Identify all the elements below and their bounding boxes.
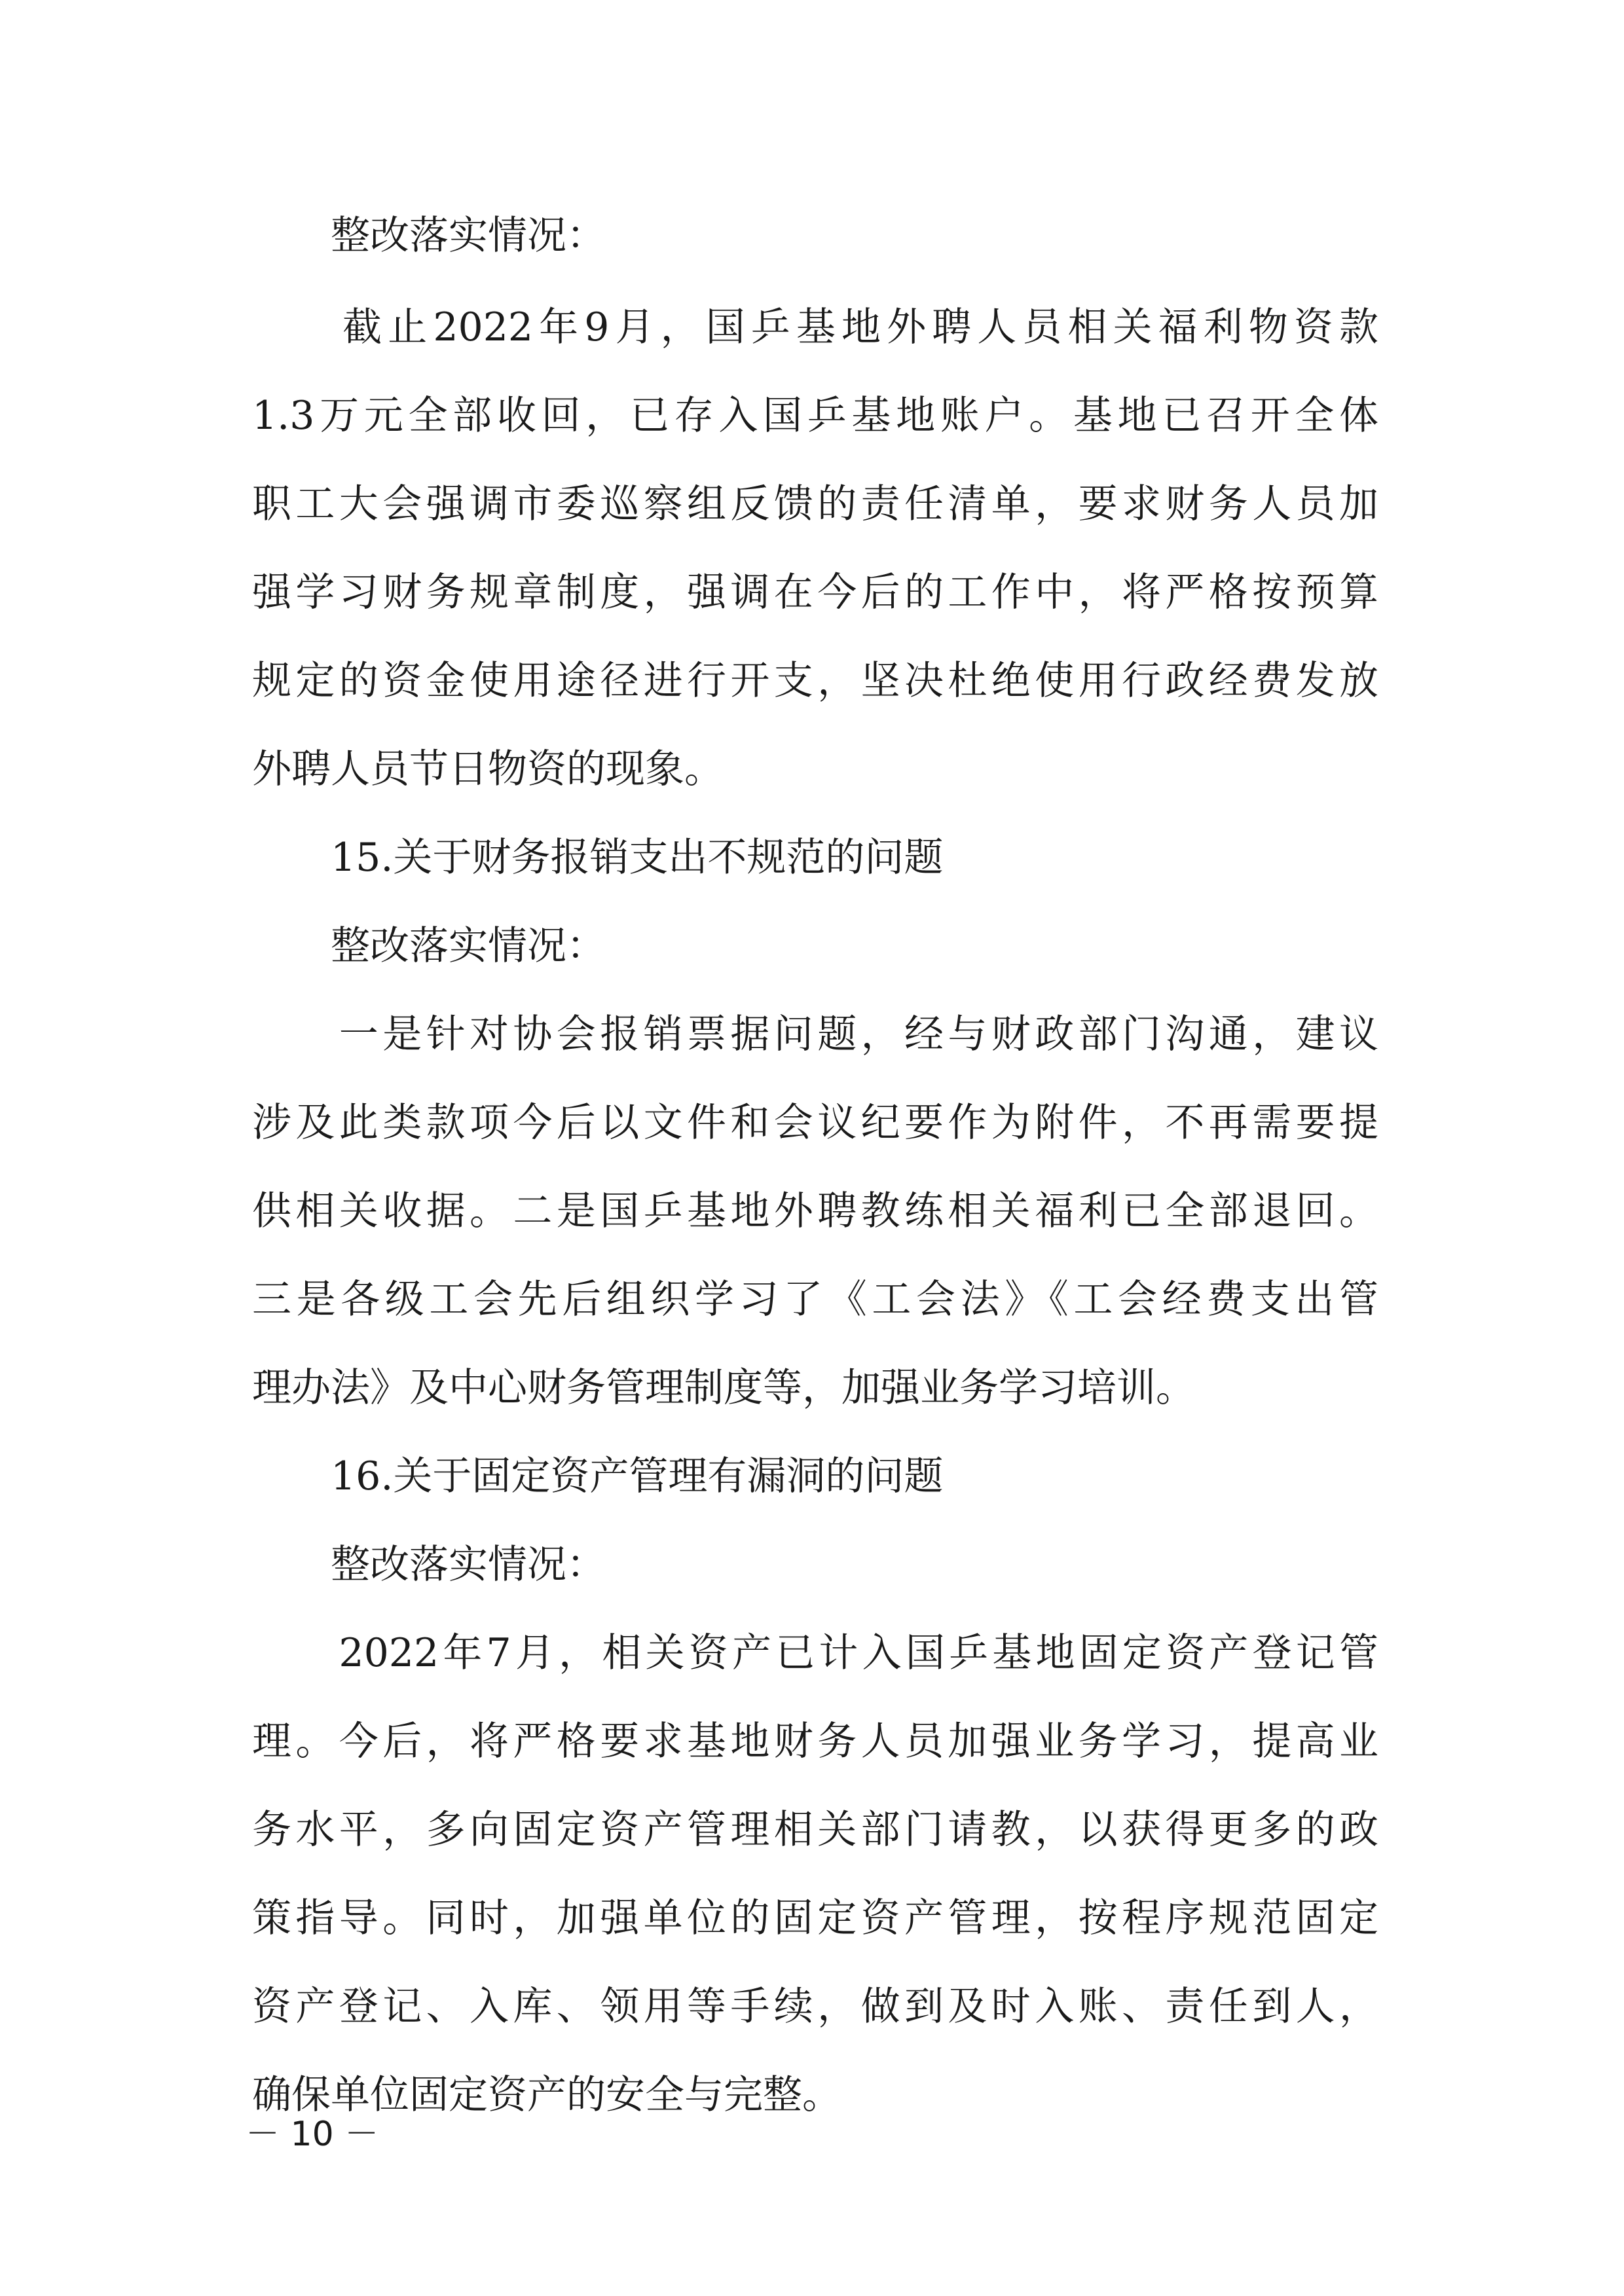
- line-16-heading-rectification: 整改落实情况：: [252, 1542, 606, 1588]
- line-10: 一是针对协会报销票据问题，经与财政部门沟通，建议: [252, 1011, 1378, 1057]
- line-7: 外聘人员节日物资的现象。: [252, 746, 724, 792]
- line-15-section-16-title: 16.关于固定资产管理有漏洞的问题: [252, 1453, 944, 1499]
- line-22: 确保单位固定资产的安全与完整。: [252, 2072, 841, 2118]
- line-3: 1.3万元全部收回，已存入国乒基地账户。基地已召开全体: [252, 393, 1378, 439]
- line-9-heading-rectification: 整改落实情况：: [252, 923, 606, 969]
- line-1-heading-rectification: 整改落实情况：: [252, 213, 606, 259]
- page-number: － 10 －: [246, 2115, 379, 2154]
- line-8-section-15-title: 15.关于财务报销支出不规范的问题: [252, 835, 944, 881]
- line-19: 务水平，多向固定资产管理相关部门请教，以获得更多的政: [252, 1807, 1378, 1853]
- line-6: 规定的资金使用途径进行开支，坚决杜绝使用行政经费发放: [252, 658, 1378, 704]
- line-17: 2022年7月，相关资产已计入国乒基地固定资产登记管: [252, 1630, 1378, 1676]
- line-12: 供相关收据。二是国乒基地外聘教练相关福利已全部退回。: [252, 1188, 1378, 1234]
- line-18: 理。今后，将严格要求基地财务人员加强业务学习，提高业: [252, 1719, 1378, 1764]
- line-2: 截止2022年9月，国乒基地外聘人员相关福利物资款: [252, 304, 1378, 350]
- line-11: 涉及此类款项今后以文件和会议纪要作为附件，不再需要提: [252, 1100, 1378, 1146]
- line-5: 强学习财务规章制度，强调在今后的工作中，将严格按预算: [252, 570, 1378, 615]
- line-21: 资产登记、入库、领用等手续，做到及时入账、责任到人，: [252, 1984, 1378, 2030]
- line-20: 策指导。同时，加强单位的固定资产管理，按程序规范固定: [252, 1895, 1378, 1941]
- line-14: 理办法》及中心财务管理制度等，加强业务学习培训。: [252, 1365, 1195, 1411]
- line-13: 三是各级工会先后组织学习了《工会法》《工会经费支出管: [252, 1277, 1378, 1322]
- line-4: 职工大会强调市委巡察组反馈的责任清单，要求财务人员加: [252, 481, 1378, 527]
